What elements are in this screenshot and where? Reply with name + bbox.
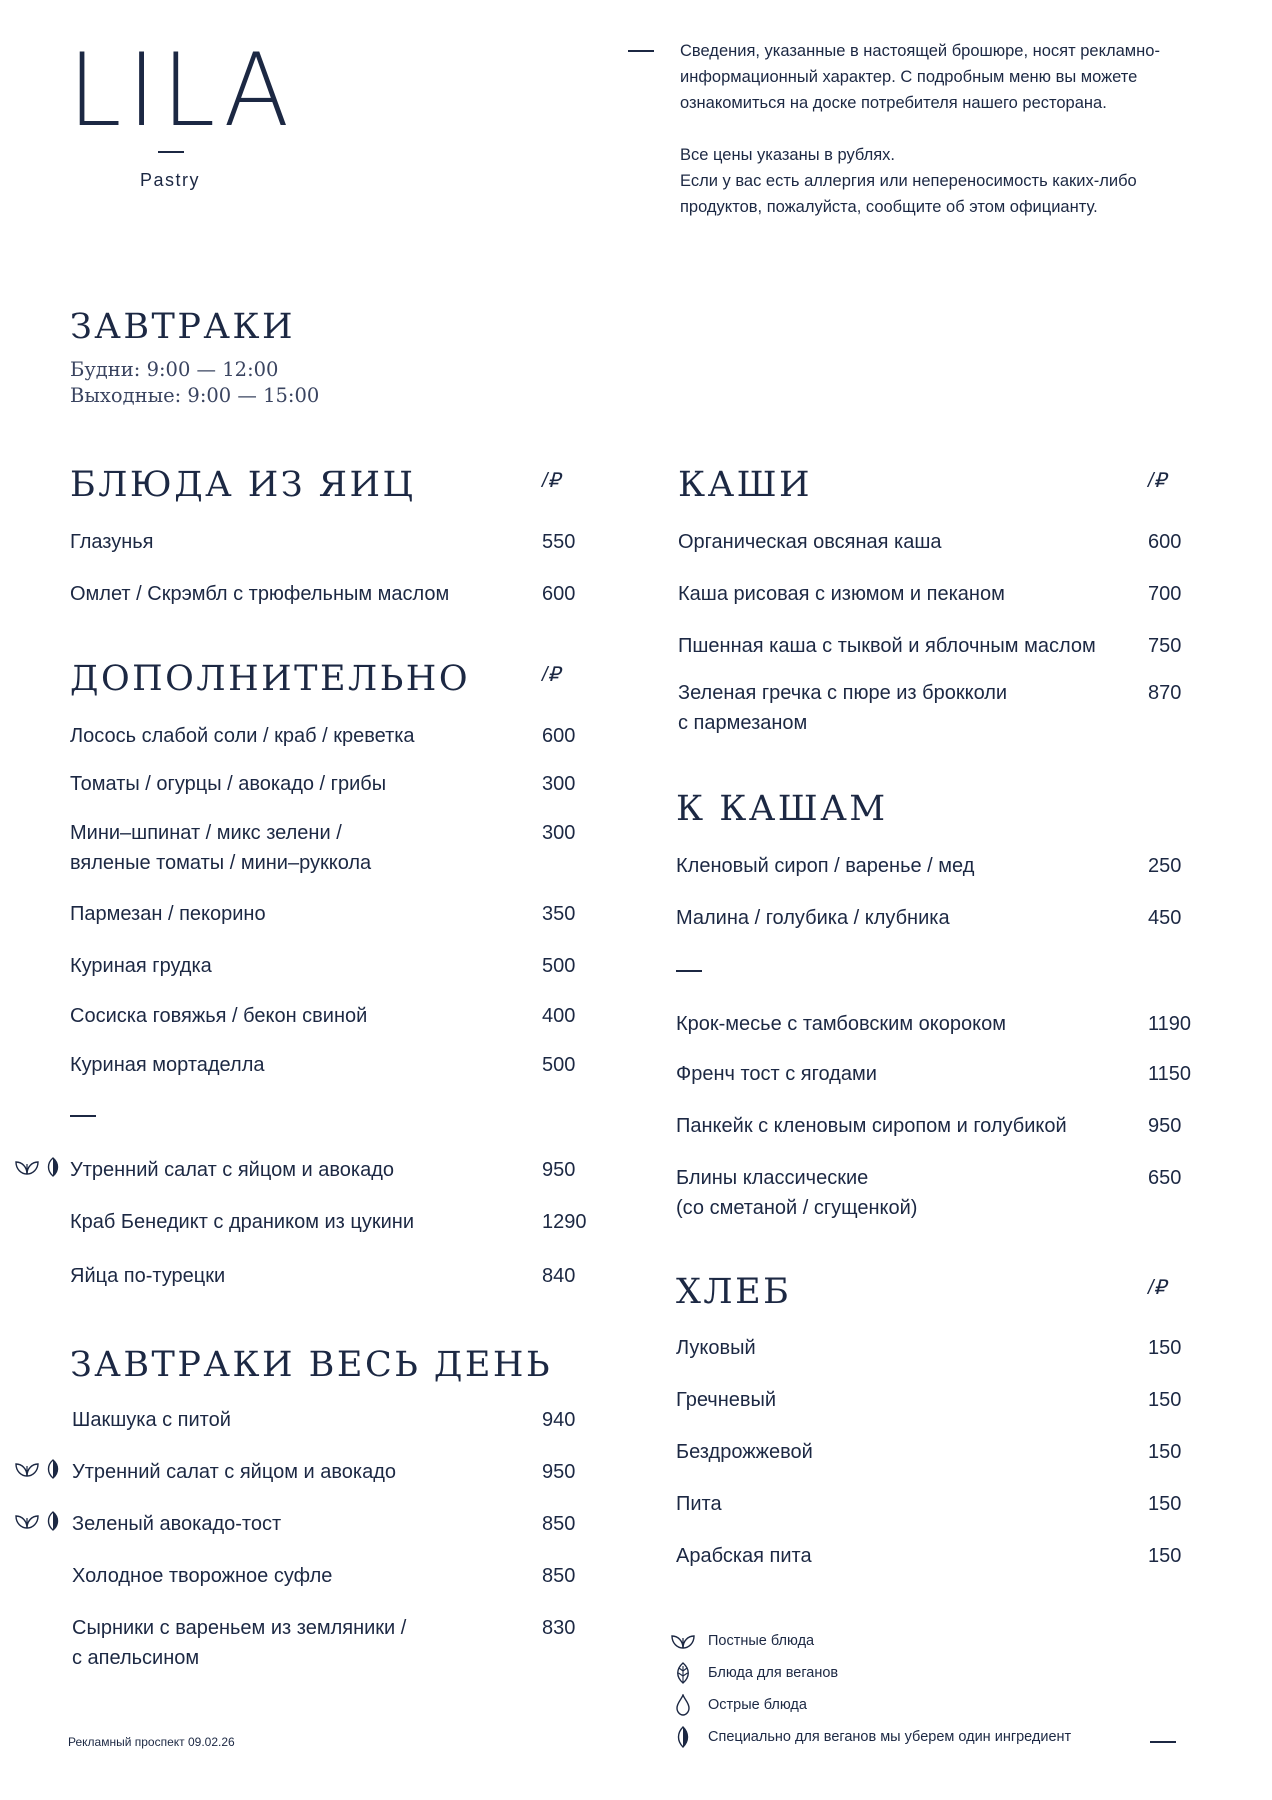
info-line: информационный характер. С подробным меню вы можете bbox=[680, 68, 1138, 86]
bread-title: ХЛЕБ bbox=[676, 1272, 792, 1312]
menu-item-price: 600 bbox=[1148, 531, 1182, 553]
menu-item-name: Лосось слабой соли / краб / креветка bbox=[70, 725, 415, 747]
menu-item-name: Томаты / огурцы / авокадо / грибы bbox=[70, 773, 387, 795]
menu-item-name: Кленовый сироп / варенье / мед bbox=[676, 855, 975, 877]
menu-item-name: Холодное творожное суфле bbox=[72, 1565, 333, 1587]
menu-item-name: Краб Бенедикт с драником из цукини bbox=[70, 1211, 415, 1233]
menu-item-name: Пита bbox=[676, 1493, 722, 1515]
menu-item-name: Утренний салат с яйцом и авокадо bbox=[70, 1159, 394, 1181]
menu-item-price: 1150 bbox=[1148, 1063, 1192, 1085]
section-dash bbox=[676, 970, 702, 972]
weekday-hours: Будни: 9:00 — 12:00 bbox=[70, 358, 279, 381]
legend-label: Постные блюда bbox=[708, 1633, 815, 1649]
menu-item-price: 500 bbox=[542, 955, 576, 977]
info-line: Если у вас есть аллергия или непереносимость каких-либо bbox=[680, 172, 1137, 190]
menu-item-name: Мини–шпинат / микс зелени / bbox=[70, 822, 342, 844]
menu-item-name: Френч тост с ягодами bbox=[676, 1063, 877, 1085]
lean-icon bbox=[14, 1460, 40, 1478]
info-line: Сведения, указанные в настоящей брошюре, носят рекламно- bbox=[680, 42, 1160, 60]
extra-currency: /₽ bbox=[542, 664, 561, 686]
menu-item-name: Арабская пита bbox=[676, 1545, 812, 1567]
menu-item-name-line2: (со сметаной / сгущенкой) bbox=[676, 1197, 918, 1219]
menu-item-name: Пармезан / пекорино bbox=[70, 903, 266, 925]
lean-icon bbox=[14, 1512, 40, 1530]
menu-item-price: 600 bbox=[542, 725, 576, 747]
lean-icon bbox=[14, 1158, 40, 1176]
menu-item-name: Шакшука с питой bbox=[72, 1409, 231, 1431]
menu-item-name: Бездрожжевой bbox=[676, 1441, 813, 1463]
menu-item-price: 1290 bbox=[542, 1211, 587, 1233]
menu-item-price: 840 bbox=[542, 1265, 576, 1287]
breakfast-title: ЗАВТРАКИ bbox=[70, 307, 296, 347]
menu-item-name: Сырники с вареньем из земляники / bbox=[72, 1617, 407, 1639]
menu-item-name: Омлет / Скрэмбл с трюфельным маслом bbox=[70, 583, 450, 605]
weekend-hours: Выходные: 9:00 — 15:00 bbox=[70, 384, 320, 407]
menu-item-price: 850 bbox=[542, 1513, 576, 1535]
menu-item-price: 830 bbox=[542, 1617, 576, 1639]
menu-item-name-line2: с апельсином bbox=[72, 1647, 200, 1669]
menu-item-price: 150 bbox=[1148, 1545, 1182, 1567]
legend-icon-wrap bbox=[674, 1662, 692, 1689]
info-block bbox=[680, 38, 1160, 220]
menu-item-price: 950 bbox=[1148, 1115, 1182, 1137]
menu-item-price: 250 bbox=[1148, 855, 1182, 877]
eggs-currency: /₽ bbox=[542, 470, 561, 492]
dietary-icons bbox=[14, 1459, 61, 1479]
allday-title: ЗАВТРАКИ ВЕСЬ ДЕНЬ bbox=[70, 1345, 553, 1385]
menu-item-name: Крок-месье с тамбовским окороком bbox=[676, 1013, 1006, 1035]
menu-item-price: 950 bbox=[542, 1461, 576, 1483]
spicy-icon bbox=[675, 1694, 691, 1716]
menu-item-name-line2: с пармезаном bbox=[678, 712, 808, 734]
toppings-title: К КАШАМ bbox=[676, 789, 888, 829]
menu-item-price: 550 bbox=[542, 531, 576, 553]
menu-item-price: 350 bbox=[542, 903, 576, 925]
menu-item-name: Органическая овсяная каша bbox=[678, 531, 942, 553]
menu-item-name: Зеленая гречка с пюре из брокколи bbox=[678, 682, 1008, 704]
menu-item-name: Зеленый авокадо-тост bbox=[72, 1513, 282, 1535]
vegan-special-icon bbox=[45, 1157, 61, 1177]
bread-currency: /₽ bbox=[1148, 1277, 1167, 1299]
menu-item-price: 400 bbox=[542, 1005, 576, 1027]
menu-item-name: Куриная грудка bbox=[70, 955, 212, 977]
legend-label: Специально для веганов мы уберем один ингредиент bbox=[708, 1729, 1072, 1745]
menu-item-price: 940 bbox=[542, 1409, 576, 1431]
section-dash bbox=[1150, 1741, 1176, 1743]
menu-item-name: Блины классические bbox=[676, 1167, 869, 1189]
menu-item-price: 150 bbox=[1148, 1493, 1182, 1515]
legend-icon-wrap bbox=[675, 1694, 691, 1721]
menu-item-name: Луковый bbox=[676, 1337, 756, 1359]
menu-item-price: 300 bbox=[542, 822, 576, 844]
menu-item-price: 150 bbox=[1148, 1389, 1182, 1411]
menu-item-price: 700 bbox=[1148, 583, 1182, 605]
logo-divider bbox=[158, 151, 184, 153]
menu-item-price: 150 bbox=[1148, 1337, 1182, 1359]
vegan-icon bbox=[674, 1662, 692, 1684]
legend-icon-wrap bbox=[675, 1726, 691, 1753]
porridge-currency: /₽ bbox=[1148, 470, 1167, 492]
legend-label: Блюда для веганов bbox=[708, 1665, 839, 1681]
menu-item-price: 500 bbox=[542, 1054, 576, 1076]
menu-item-name: Пшенная каша с тыквой и яблочным маслом bbox=[678, 635, 1096, 657]
info-line: ознакомиться на доске потребителя нашего ресторана. bbox=[680, 94, 1107, 112]
menu-item-name: Куриная мортаделла bbox=[70, 1054, 265, 1076]
brand-subtitle: Pastry bbox=[140, 170, 201, 190]
menu-item-name: Панкейк с кленовым сиропом и голубикой bbox=[676, 1115, 1067, 1137]
menu-item-name: Глазунья bbox=[70, 531, 154, 553]
footer-note: Рекламный проспект 09.02.26 bbox=[68, 1735, 235, 1749]
porridge-title: КАШИ bbox=[678, 465, 813, 505]
eggs-title: БЛЮДА ИЗ ЯИЦ bbox=[70, 465, 416, 505]
menu-item-name: Малина / голубика / клубника bbox=[676, 907, 950, 929]
menu-item-price: 650 bbox=[1148, 1167, 1182, 1189]
menu-item-name-line2: вяленые томаты / мини–руккола bbox=[70, 852, 372, 874]
info-line: продуктов, пожалуйста, сообщите об этом официанту. bbox=[680, 198, 1098, 216]
menu-item-name: Каша рисовая с изюмом и пеканом bbox=[678, 583, 1005, 605]
extra-title: ДОПОЛНИТЕЛЬНО bbox=[70, 659, 471, 699]
legend-icon-wrap bbox=[670, 1632, 696, 1655]
menu-item-price: 450 bbox=[1148, 907, 1182, 929]
menu-item-price: 150 bbox=[1148, 1441, 1182, 1463]
legend-label: Острые блюда bbox=[708, 1697, 807, 1713]
menu-item-name: Утренний салат с яйцом и авокадо bbox=[72, 1461, 396, 1483]
menu-item-price: 300 bbox=[542, 773, 576, 795]
section-dash bbox=[70, 1115, 96, 1117]
menu-item-name: Гречневый bbox=[676, 1389, 777, 1411]
brand-logo: LILA bbox=[68, 31, 296, 150]
dietary-icons bbox=[14, 1157, 61, 1177]
menu-item-price: 950 bbox=[542, 1159, 576, 1181]
info-dash bbox=[628, 50, 654, 52]
lean-icon bbox=[670, 1632, 696, 1650]
menu-item-name: Яйца по-турецки bbox=[70, 1265, 226, 1287]
info-line: Все цены указаны в рублях. bbox=[680, 146, 896, 164]
menu-item-price: 850 bbox=[542, 1565, 576, 1587]
menu-item-price: 600 bbox=[542, 583, 576, 605]
dietary-icons bbox=[14, 1511, 61, 1531]
menu-item-name: Сосиска говяжья / бекон свиной bbox=[70, 1005, 368, 1027]
menu-item-price: 1190 bbox=[1148, 1013, 1192, 1035]
breakfast-hours bbox=[70, 357, 319, 409]
vegan-special-icon bbox=[45, 1511, 61, 1531]
vegan-special-icon bbox=[675, 1726, 691, 1748]
menu-item-price: 870 bbox=[1148, 682, 1182, 704]
menu-item-price: 750 bbox=[1148, 635, 1182, 657]
vegan-special-icon bbox=[45, 1459, 61, 1479]
